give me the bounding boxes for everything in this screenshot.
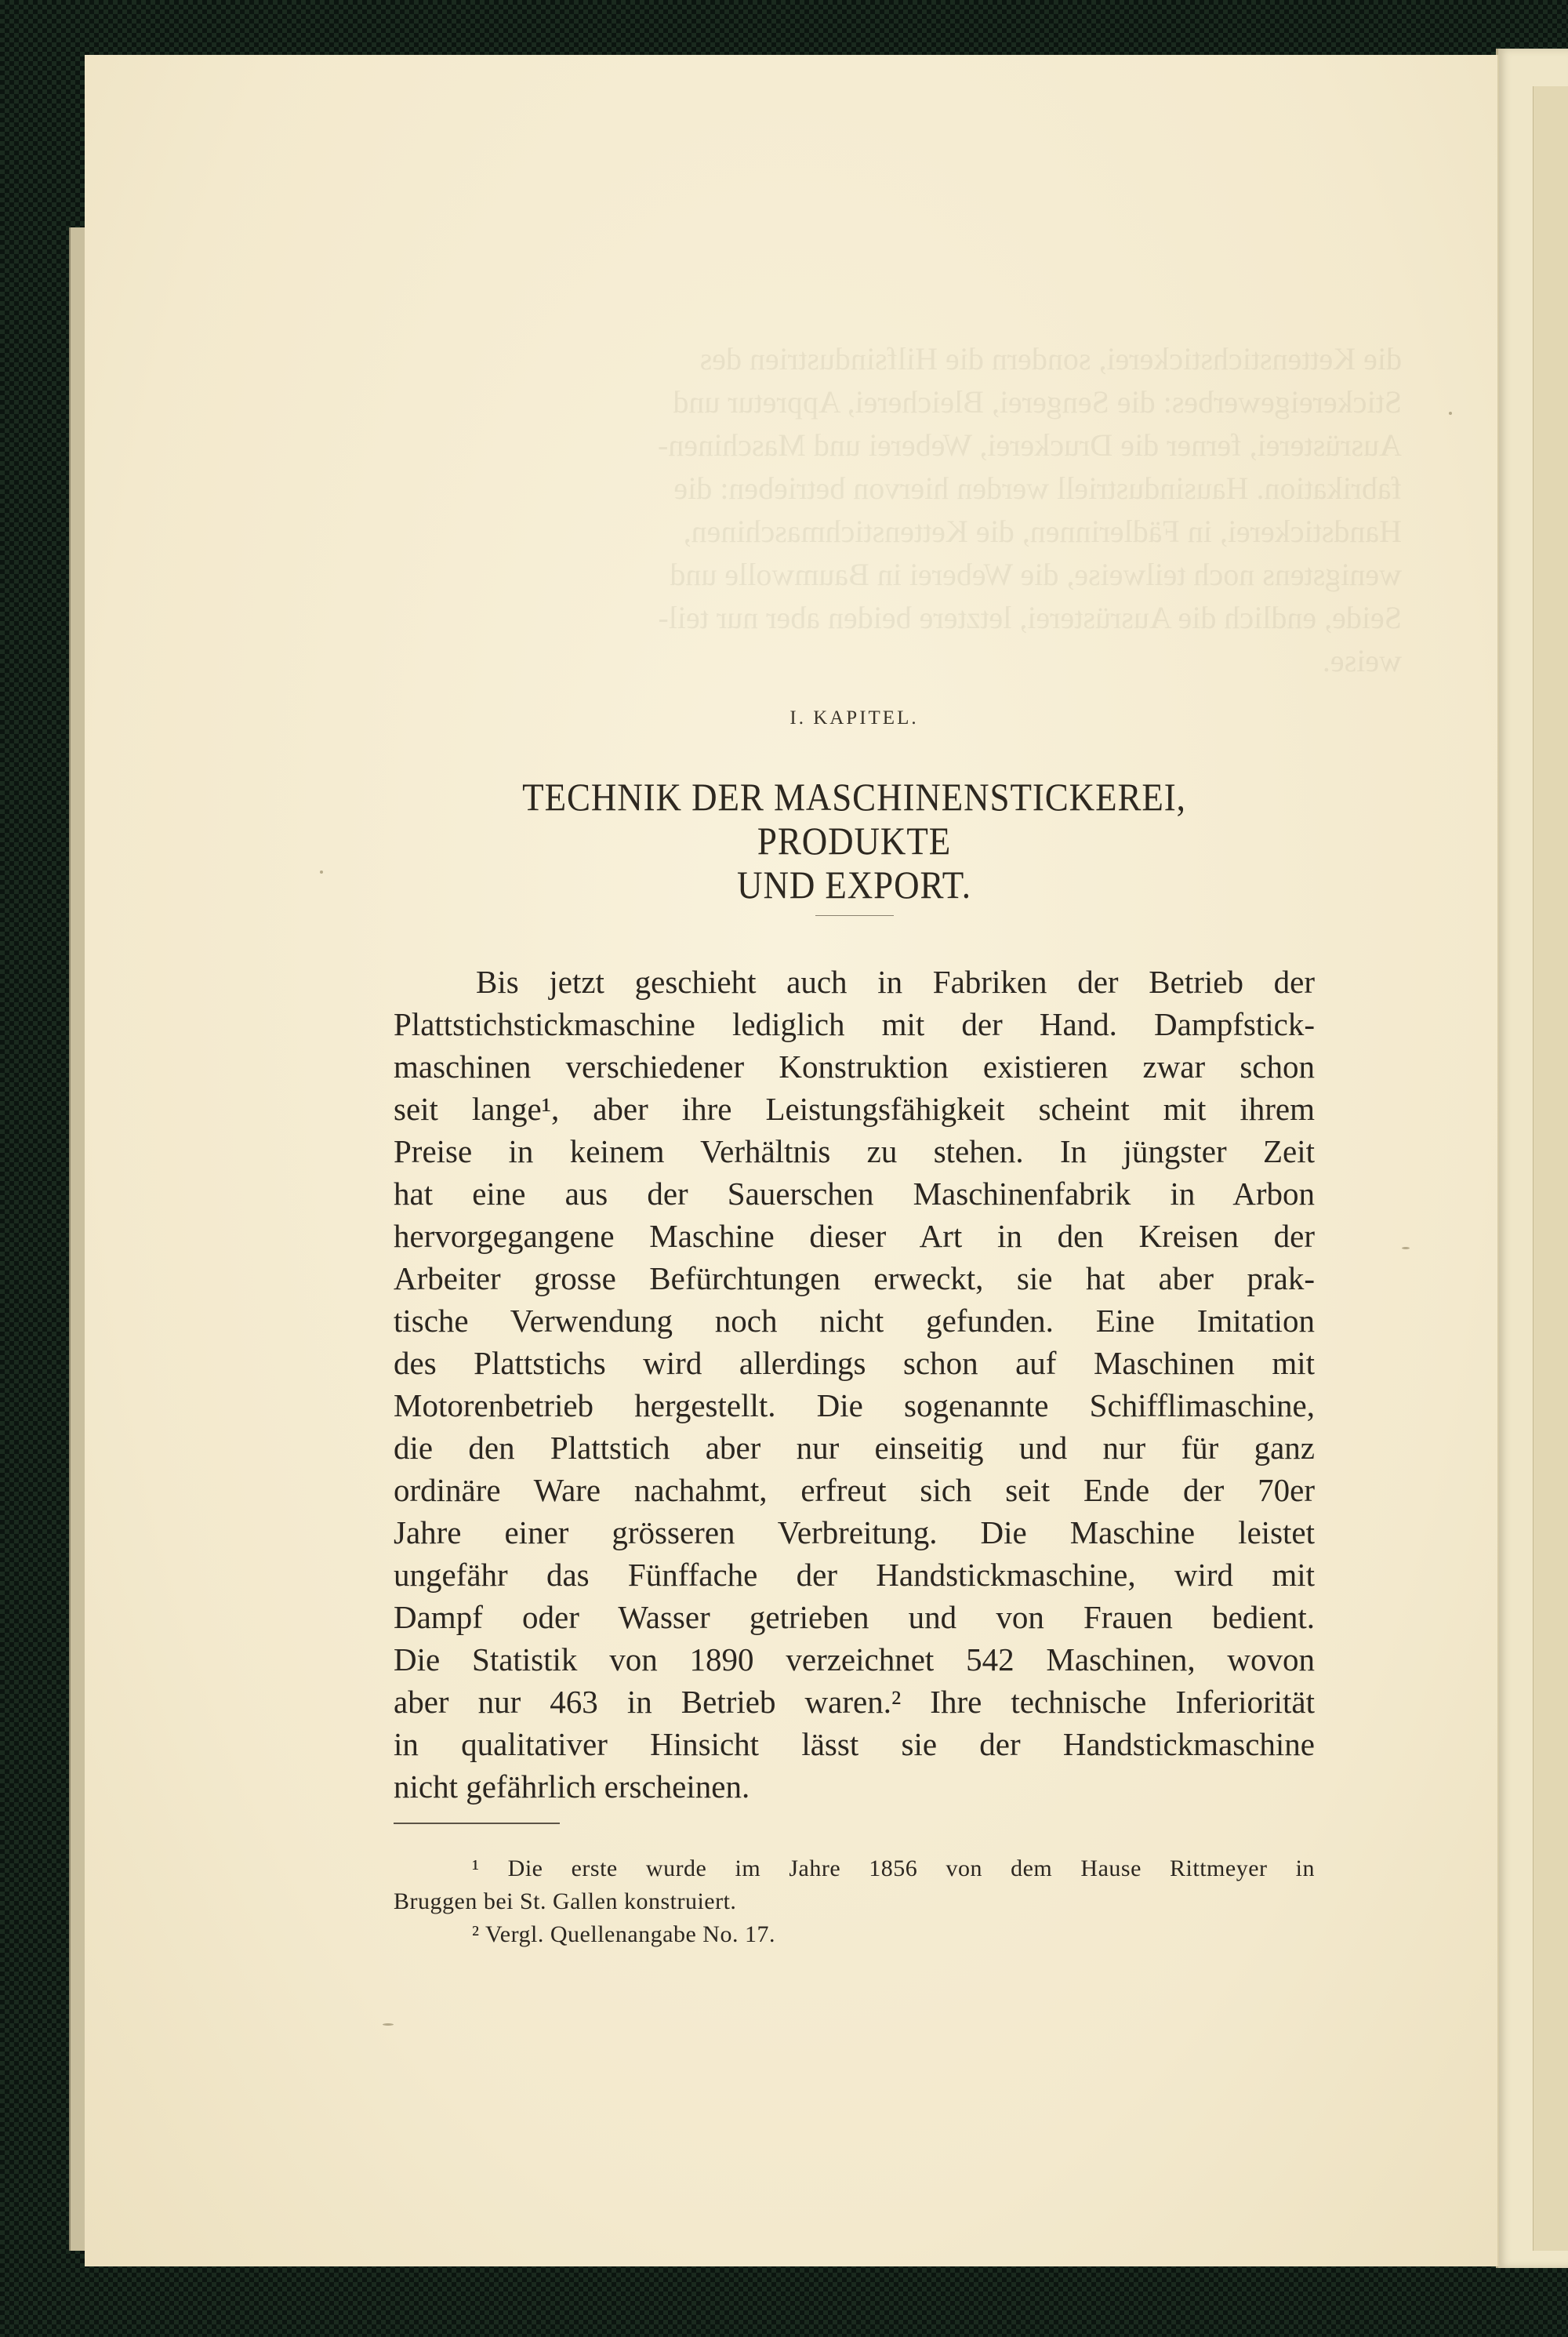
bleed-through-text [461,337,1402,745]
body-line: Arbeiter grosse Befürchtungen erweckt, sie hat aber prak- [394,1260,1315,1296]
chapter-label: I. KAPITEL. [789,707,919,729]
body-paragraph [394,961,1315,1808]
body-line: aber nur 463 in Betrieb waren.² Ihre technische Inferiorität [394,1684,1315,1720]
body-line: maschinen verschiedener Konstruktion existieren zwar schon [394,1049,1315,1085]
body-line: in qualitativer Hinsicht lässt sie der Handstickmaschine [394,1726,1315,1762]
body-line: hat eine aus der Sauerschen Maschinenfabrik in Arbon [394,1176,1315,1212]
body-line: Plattstichstickmaschine lediglich mit der Hand. Dampfstick- [394,1006,1315,1042]
body-line: die den Plattstich aber nur einseitig und nur für ganz [394,1430,1315,1466]
footnote-2: ² Vergl. Quellenangabe No. 17. [472,1921,775,1947]
paper-speck [1402,1247,1410,1249]
body-line: seit lange¹, aber ihre Leistungsfähigkeit scheint mit ihrem [394,1091,1315,1127]
footnote-1-line: Bruggen bei St. Gallen konstruiert. [394,1888,737,1914]
body-line: ordinäre Ware nachahmt, erfreut sich seit Ende der 70er [394,1472,1315,1508]
bleed-line: weise. [1322,643,1402,678]
chapter-title-line: UND EXPORT. [737,863,971,907]
body-line: nicht gefährlich erscheinen. [394,1768,750,1805]
bleed-line: fabrikation. Hausindustriell werden hiervon betrieben: die [673,471,1402,506]
footnotes [394,1852,1315,1951]
body-line: Bis jetzt geschieht auch in Fabriken der Betrieb der [476,964,1315,1000]
chapter-title-line: TECHNIK DER MASCHINENSTICKEREI, PRODUKTE [522,775,1186,863]
body-line: des Plattstichs wird allerdings schon auf Maschinen mit [394,1345,1315,1381]
body-line: Dampf oder Wasser getrieben und von Frauen bedient. [394,1599,1315,1635]
body-line: Motorenbetrieb hergestellt. Die sogenannte Schifflimaschine, [394,1387,1315,1423]
body-line: Preise in keinem Verhältnis zu stehen. In jüngster Zeit [394,1133,1315,1169]
chapter-title [440,775,1269,907]
body-line: hervorgegangene Maschine dieser Art in den Kreisen der [394,1218,1315,1254]
body-line: Die Statistik von 1890 verzeichnet 542 Maschinen, wovon [394,1641,1315,1677]
footnote-divider [394,1823,560,1824]
facing-page-edge [1533,86,1568,2251]
body-line: Jahre einer grösseren Verbreitung. Die Maschine leistet [394,1514,1315,1550]
bleed-line: die Kettenstichstickerei, sondern die Hilfsindustrien des [699,341,1402,376]
bleed-line: Stickereigewerbes: die Sengerei, Bleicherei, Appretur und [673,384,1402,420]
title-divider [815,915,894,916]
bleed-line: Handstickerei, in Fädlerinnen, die Kettenstichmaschinen, [683,514,1402,549]
body-line: tische Verwendung noch nicht gefunden. Eine Imitation [394,1303,1315,1339]
paper-speck [1449,412,1452,415]
paper-speck [383,2023,394,2026]
paper-speck [320,870,323,874]
bleed-line: Ausrüsterei, ferner die Druckerei, Weberei und Maschinen- [658,427,1402,463]
footnote-1-line: ¹ Die erste wurde im Jahre 1856 von dem Hause Rittmeyer in [472,1855,1315,1881]
bleed-line: Seide, endlich die Ausrüsterei, letztere beiden aber nur teil- [658,600,1402,635]
body-line: ungefähr das Fünffache der Handstickmaschine, wird mit [394,1557,1315,1593]
bleed-line: wenigstens noch teilweise, die Weberei in Baumwolle und [670,557,1402,592]
